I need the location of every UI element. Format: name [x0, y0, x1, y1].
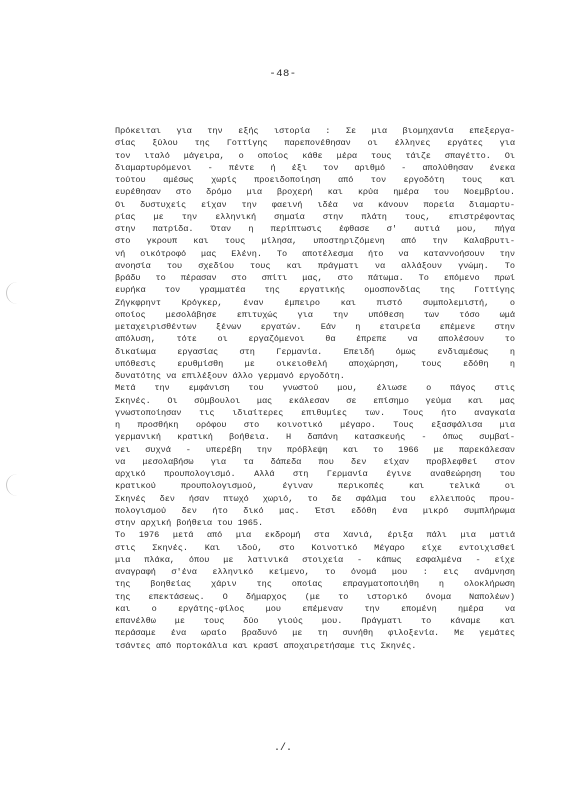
text-line: διαμαρτυρόμενοι - πέντε ή έξι τον αριθμό - απολύθησαν ένεκα	[115, 162, 515, 173]
text-line: απόλυση, τότε οι εργαζόμενοι θα έπρεπε να απολέσουν το	[115, 334, 515, 345]
text-line: να μεσολαβήσω για τα δάπεδα που δεν είχαν προβλεφθεί στον	[115, 456, 515, 467]
text-line: κρατικού προυπολογισμού, έγιναν περικοπές και τελικά οι	[115, 481, 515, 492]
text-line: μια πλάκα, όπου με λατινικά στοιχεία - κάπως εσφαλμένα - είχε	[115, 554, 515, 565]
text-line: Ζήγκφρηντ Κρόγκερ, έναν έμπειρο και πιστό συμπολεμιστή, ο	[115, 297, 515, 308]
text-line: γερμανική κρατική βοήθεια. Η δαπάνη κατασκευής - όπως συμβαί-	[115, 432, 515, 443]
text-line: ρίας με την ελληνική σημαία στην πλάτη τους, επιστρέφοντας	[115, 211, 515, 222]
text-line: τον ιταλό μάγειρα, ο οποίος κάθε μέρα τους τάιζε σπαγέττο. Οι	[115, 150, 515, 161]
text-line: τούτου αμέσως χωρίς προειδοποίηση από τον εργοδότη τους και	[115, 175, 515, 185]
text-line: η προσθήκη ορόφου στο κοινοτικό μέγαρο. Τους εξασφάλισα μια	[115, 420, 515, 430]
text-line: στις Σκηνές. Και ιδού, στο Κοινοτικό Μέγαρο είχε εντοιχισθεί	[115, 542, 515, 553]
text-line: της επεκτάσεως. Ο δήμαρχος (με το ιστορικό όνομα Ναπολέων)	[115, 591, 515, 602]
document-body	[115, 125, 515, 652]
text-line: δικαίωμα εργασίας στη Γερμανία. Επειδή όμως ενδιαμέσως η	[115, 346, 515, 357]
text-line: αναγραφή σ'ένα ελληνικό κείμενο, το όνομά μου : εις ανάμνηση	[115, 567, 515, 577]
text-line: γνωστοποίησαν τις ιδιαίτερες επιθυμίες των. Τους ήτο αναγκαία	[115, 407, 515, 418]
text-line: Οι δυστυχείς είχαν την φαεινή ιδέα να κάνουν πορεία διαμαρτυ-	[115, 199, 515, 210]
punch-hole-mark	[6, 282, 19, 304]
text-line: νει συχνά - υπερέβη την πρόβλεψη και το 1966 με παρεκάλεσαν	[115, 444, 515, 455]
text-line: στην πατρίδα. Όταν η περίπτωσις έφθασε σ' αυτιά μου, πήγα	[115, 224, 515, 234]
text-line: και ο εργάτης-φίλος μου επέμεναν την επομένη ημέρα να	[115, 603, 515, 614]
text-line: ευρέθησαν στο δρόμο μια βροχερή και κρύα ημέρα του Νοεμβρίου.	[115, 187, 515, 198]
text-line: νή οικότροφό μας Ελένη. Το αποτέλεσμα ήτο να καταννοήσουν την	[115, 248, 515, 259]
text-line: τσάντες από πορτοκάλια και κρασί αποχαιρετήσαμε τις Σκηνές.	[115, 640, 417, 651]
text-line: σίας ξύλου της Γοττίγης παρεπονέθησαν οι έλληνες εργάτες για	[115, 138, 515, 149]
text-line: οποίος μεσολάβησε επιτυχώς για την υπόθεση των τόσο ωμά	[115, 309, 515, 320]
text-line: ανοησία του σχεδίου τους και πράγματι να αλλάξουν γνώμη. Το	[115, 260, 515, 271]
text-line: Μετά την εμφάνιση του γνωστού μου, έλιωσε ο πάγος στις	[115, 383, 515, 394]
text-line: της βοηθείας χάριν της οποίας επραγματοποιήθη η ολοκλήρωση	[115, 579, 515, 590]
text-line: Πρόκειται για την εξής ιστορία : Σε μια βιομηχανία επεξεργα-	[115, 126, 515, 136]
text-line: Σκηνές. Οι σύμβουλοι μας εκάλεσαν σε επίσημο γεύμα και μας	[115, 395, 515, 406]
text-line: δυνατότης να επιλέξουν άλλο γερμανό εργοδότη.	[115, 371, 345, 381]
text-line: αρχικό προυπολογισμό. Αλλά στη Γερμανία έγινε αναθεώρηση του	[115, 469, 515, 479]
text-line: βράδυ το πέρασαν στο σπίτι μας, στο πάτωμα. Το επόμενο πρωί	[115, 273, 515, 283]
continuation-mark: ./.	[273, 743, 292, 754]
text-line: υπόθεσις ερυθμίσθη με οικειοθελή αποχώρηση, τους εδόθη η	[115, 358, 515, 369]
text-line: μεταχειρισθέντων ξένων εργατών. Εάν η εταιρεία επέμενε στην	[115, 322, 515, 332]
text-line: επανέλθω με τους δύο γιούς μου. Πράγματι το κάναμε και	[115, 616, 515, 626]
punch-hole-mark	[6, 474, 19, 496]
text-line: ευρήκα τον γραμματέα της εργατικής ομοσπονδίας της Γοττίγης	[115, 285, 515, 296]
text-line: Το 1976 μετά από μια εκδρομή στα Χανιά, έριξα πάλι μια ματιά	[115, 530, 515, 541]
text-line: στο γκρουπ και τους μίλησα, υποστηριζόμενη από την Καλαβρυτι-	[115, 236, 515, 247]
text-line: περάσαμε ένα ωραίο βραδυνό με τη συνήθη φιλοξενία. Με γεμάτες	[115, 628, 515, 639]
text-line: Σκηνές δεν ήσαν πτωχό χωριό, το δε σφάλμα του ελλειπούς πρου-	[115, 493, 515, 504]
page-number: -48-	[269, 68, 297, 80]
text-line: πολογισμού δεν ήτο δικό μας. Έτσι εδόθη ένα μικρό συμπλήρωμα	[115, 505, 515, 516]
text-line: στην αρχική βοήθεια του 1965.	[115, 518, 264, 528]
